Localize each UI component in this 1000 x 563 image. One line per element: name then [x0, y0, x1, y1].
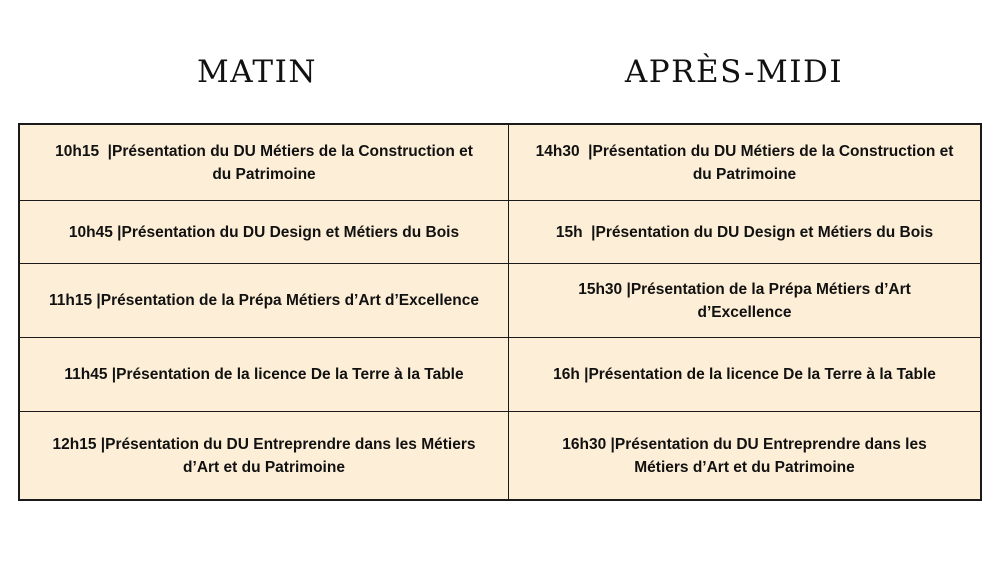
slot-title: Présentation du DU Métiers de la Construction et du Patrimoine: [112, 142, 473, 183]
morning-slot-4: [20, 338, 509, 412]
schedule-table: [18, 123, 982, 501]
slot-time: 11h45 |: [64, 366, 117, 383]
afternoon-slot-3: [509, 264, 980, 338]
slot-title: Présentation de la licence De la Terre à la Table: [116, 366, 464, 383]
afternoon-slot-2: [509, 201, 980, 264]
morning-slot-2: [20, 201, 509, 264]
slot-time: 15h |: [555, 223, 596, 241]
slot-title: Présentation du DU Entreprendre dans les Métiers d’Art et du Patrimoine: [614, 435, 927, 476]
slot-time: 16h30 |: [562, 435, 615, 453]
afternoon-slot-4: [509, 338, 980, 412]
afternoon-slot-5: [509, 412, 980, 499]
slot-title: Présentation du DU Design et Métiers du Bois: [595, 223, 934, 241]
morning-slot-5: [20, 412, 509, 499]
heading-apres-midi: APRÈS-MIDI: [624, 54, 844, 90]
slot-title: Présentation de la Prépa Métiers d’Art d’Excellence: [630, 280, 911, 321]
slot-time: 16h |: [553, 366, 589, 383]
morning-slot-1: [20, 125, 509, 201]
slot-time: 10h15 |: [55, 142, 113, 160]
slot-title: Présentation de la licence De la Terre à la Table: [588, 366, 936, 383]
slot-time: 12h15 |: [52, 435, 106, 453]
slot-time: 14h30 |: [535, 142, 593, 160]
slot-time: 11h15 |: [49, 292, 101, 309]
heading-matin: MATIN: [197, 54, 317, 90]
morning-slot-3: [20, 264, 509, 338]
slot-title: Présentation de la Prépa Métiers d’Art d’Excellence: [100, 292, 479, 309]
slot-time: 10h45 |: [68, 223, 122, 241]
slot-title: Présentation du DU Métiers de la Construction et du Patrimoine: [592, 142, 954, 183]
slot-title: Présentation du DU Design et Métiers du Bois: [121, 223, 460, 241]
slot-time: 15h30 |: [578, 280, 631, 298]
slot-title: Présentation du DU Entreprendre dans les Métiers d’Art et du Patrimoine: [105, 435, 476, 476]
afternoon-slot-1: [509, 125, 980, 201]
